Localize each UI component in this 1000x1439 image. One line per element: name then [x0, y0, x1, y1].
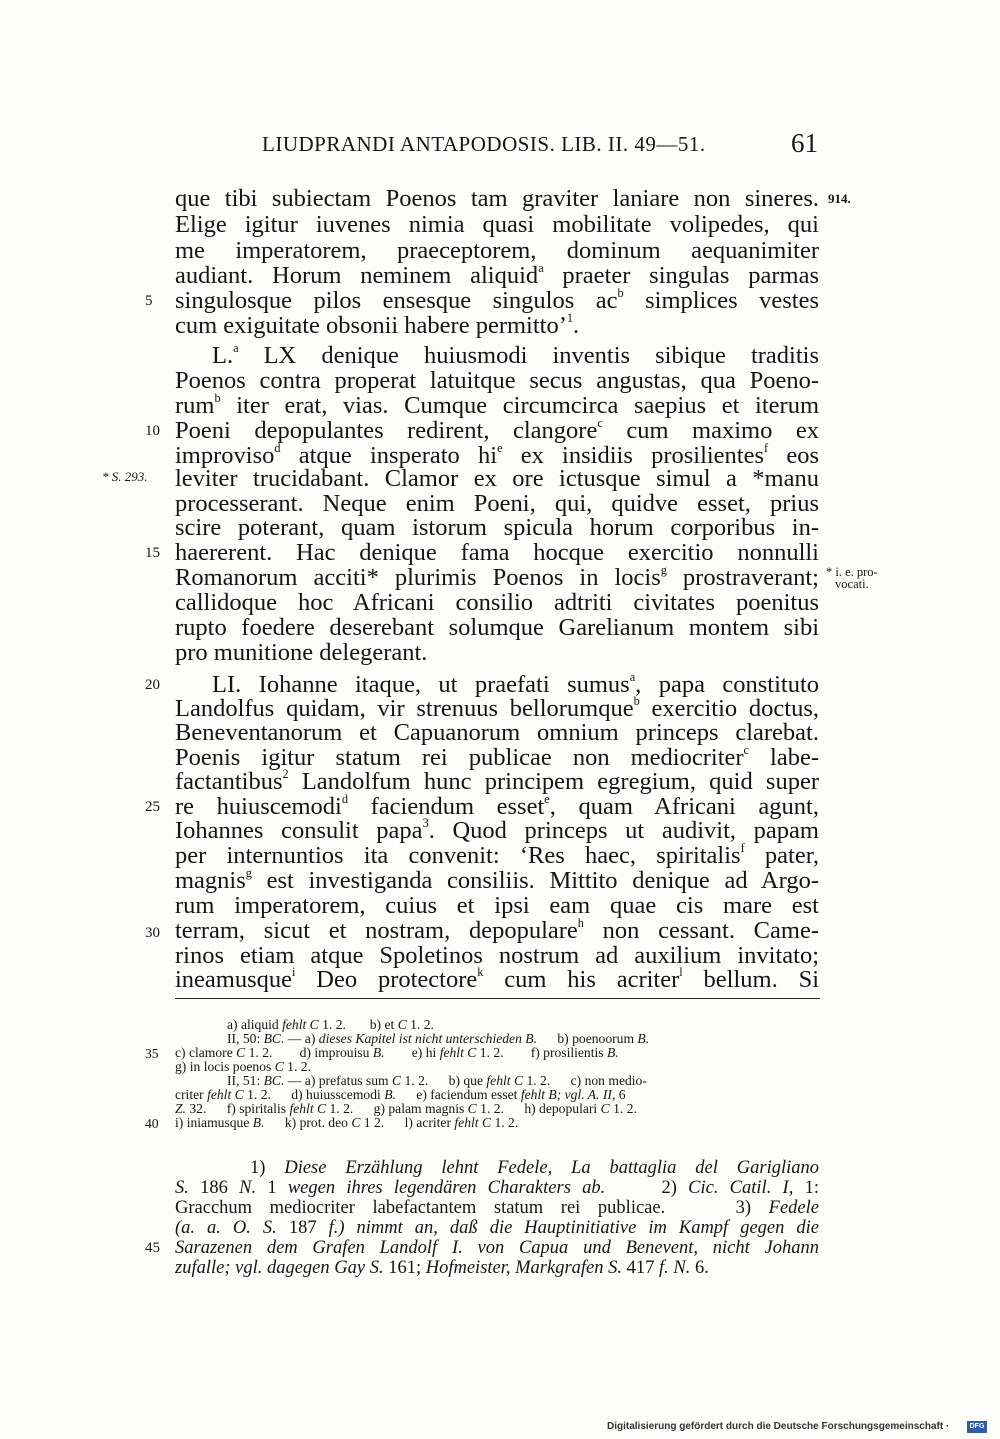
text-line: Poenos contra properat latuitque secus angustas, qua Poeno-	[175, 367, 819, 394]
text-line: Landolfus quidam, vir strenuus bellorumque$^b$ exercitio doctus,	[175, 693, 820, 722]
footnote-line-number: 35	[145, 1046, 159, 1061]
note-line: S. 186 N. 1 wegen ihres legendären Charakters ab. 2) Cic. Catil. I, 1:	[175, 1178, 819, 1198]
line-number: 25	[145, 799, 160, 815]
text-line: Poenis igitur statum rei publicae non mediocriter$^c$ labe-	[175, 742, 819, 771]
text-line: re huiuscemodi$^d$ faciendum esset$^e$, quam Africani agunt,	[175, 791, 819, 820]
apparatus-line: criter fehlt C 1. 2. d) huiusscemodi B. e) faciendum esset fehlt B; vgl. A. II, 6	[175, 1087, 626, 1102]
text-line: callidoque hoc Africani consilio adtriti civitates poenitus	[175, 589, 819, 616]
note-line: 1) Diese Erzählung lehnt Fedele, La battaglia del Garigliano	[250, 1158, 819, 1178]
text-line: rum imperatorem, cuius et ipsi eam quae cis mare est	[175, 892, 819, 919]
text-line: rinos etiam atque Spoletinos nostrum ad auxilium invitato;	[175, 942, 819, 969]
line-number: 30	[145, 925, 160, 941]
running-title: LIUDPRANDI ANTAPODOSIS. LIB. II. 49—51.	[262, 132, 706, 156]
apparatus-line: II, 50: BC. — a) dieses Kapitel ist nicht unterschieden B. b) poenoorum B.	[227, 1031, 650, 1046]
separator-rule	[175, 998, 820, 999]
page-number: 61	[791, 128, 818, 158]
dfg-logo: DFG	[967, 1421, 987, 1433]
text-line: scire poterant, quam istorum spicula horum corporibus in-	[175, 514, 819, 541]
line-number: 15	[145, 545, 160, 561]
text-line: que tibi subiectam Poenos tam graviter laniare non sineres.	[175, 185, 819, 212]
apparatus-line: i) iniamusque B. k) prot. deo C 1 2. l) acriter fehlt C 1. 2.	[175, 1115, 519, 1130]
text-line: leviter trucidabant. Clamor ex ore ictusque simul a *manu	[175, 465, 819, 492]
text-line: LI. Iohanne itaque, ut praefati sumus$^a$, papa constituto	[212, 669, 819, 698]
apparatus-line: Z. 32. f) spiritalis fehlt C 1. 2. g) palam magnis C 1. 2. h) depopulari C 1. 2.	[175, 1101, 637, 1116]
apparatus-line: II, 51: BC. — a) prefatus sum C 1. 2. b) que fehlt C 1. 2. c) non medio-	[227, 1073, 647, 1088]
margin-gloss	[826, 566, 878, 590]
text-line: cum exiguitate obsonii habere permitto’$^1$.	[175, 310, 580, 339]
margin-page-reference: * S. 293.	[102, 469, 148, 484]
line-number: 10	[145, 423, 160, 439]
text-line: Poeni depopulantes redirent, clangore$^c$ cum maximo ex	[175, 415, 819, 444]
text-line: haererent. Hac denique fama hocque exercitio nonnulli	[175, 539, 819, 566]
text-line: improviso$^d$ atque insperato $hi^e$ ex insidiis prosilientes$^f$ eos	[175, 440, 819, 469]
text-line: factantibus$^2$ Landolfum hunc principem egregium, quid super	[175, 766, 819, 795]
text-line: rum$^b$ iter erat, vias. Cumque circumcirca saepius et iterum	[175, 390, 819, 419]
text-line: L.$^a$ LX denique huiusmodi inventis sibique traditis	[212, 340, 819, 369]
text-line: processerant. Neque enim Poeni, qui, quidve esset, prius	[175, 490, 819, 517]
line-number: 5	[145, 293, 153, 309]
text-line: terram, sicut et nostram, depopulare$^h$ non cessant. Came-	[175, 915, 819, 944]
apparatus-line: c) clamore C 1. 2. d) improuisu B. e) hi fehlt C 1. 2. f) prosilientis B.	[175, 1045, 619, 1060]
text-line: pro munitione delegerant.	[175, 639, 428, 666]
margin-gloss-line: vocati.	[835, 577, 869, 591]
text-line: Iohannes consulit papa$^3$. Quod princeps ut audivit, papam	[175, 815, 819, 844]
text-line: Elige igitur iuvenes nimia quasi mobilitate volipedes, qui	[175, 211, 819, 238]
footnote-line-number: 45	[145, 1240, 160, 1256]
note-line: Gracchum mediocriter labefactantem statum rei publicae. 3) Fedele	[175, 1198, 819, 1218]
digitization-credit: Digitalisierung gefördert durch die Deutsche Forschungsgemeinschaft ·	[607, 1421, 950, 1432]
line-number: 20	[145, 677, 160, 693]
text-line: Romanorum acciti* plurimis Poenos in locis$^g$ prostraverant;	[175, 562, 819, 591]
text-line: Beneventanorum et Capuanorum omnium princeps clarebat.	[175, 719, 819, 746]
margin-gloss-line: * i. e. pro-	[826, 565, 878, 579]
text-line: audiant. Horum neminem aliquid$^a$ praeter singulas parmas	[175, 260, 819, 289]
text-line: me imperatorem, praeceptorem, dominum aequanimiter	[175, 237, 819, 264]
text-line: rupto foedere deserebant solumque Garelianum montem sibi	[175, 614, 819, 641]
text-line: singulosque pilos ensesque singulos $ac^b$ simplices vestes	[175, 285, 820, 314]
note-line: (a. a. O. S. 187 f.) nimmt an, daß die Hauptinitiative im Kampf gegen die	[175, 1218, 819, 1238]
apparatus-line: g) in locis poenos C 1. 2.	[175, 1059, 311, 1074]
margin-year: 914.	[828, 191, 851, 206]
apparatus-line: a) aliquid fehlt C 1. 2. b) et C 1. 2.	[227, 1017, 434, 1032]
footnote-line-number: 40	[145, 1116, 159, 1131]
text-line: magnis$^g$ est investiganda consiliis. Mittito denique ad Argo-	[175, 865, 819, 894]
text-line: ineamusque$^i$ Deo protectore$^k$ cum his acriter$^l$ bellum. Si	[175, 964, 819, 993]
note-line: zufalle; vgl. dagegen Gay S. 161; Hofmeister, Markgrafen S. 417 f. N. 6.	[175, 1258, 709, 1278]
note-line: Sarazenen dem Grafen Landolf I. von Capua und Benevent, nicht Johann	[175, 1238, 819, 1258]
text-line: per internuntios ita convenit: ‘Res haec, spiritalis$^f$ pater,	[175, 840, 819, 869]
